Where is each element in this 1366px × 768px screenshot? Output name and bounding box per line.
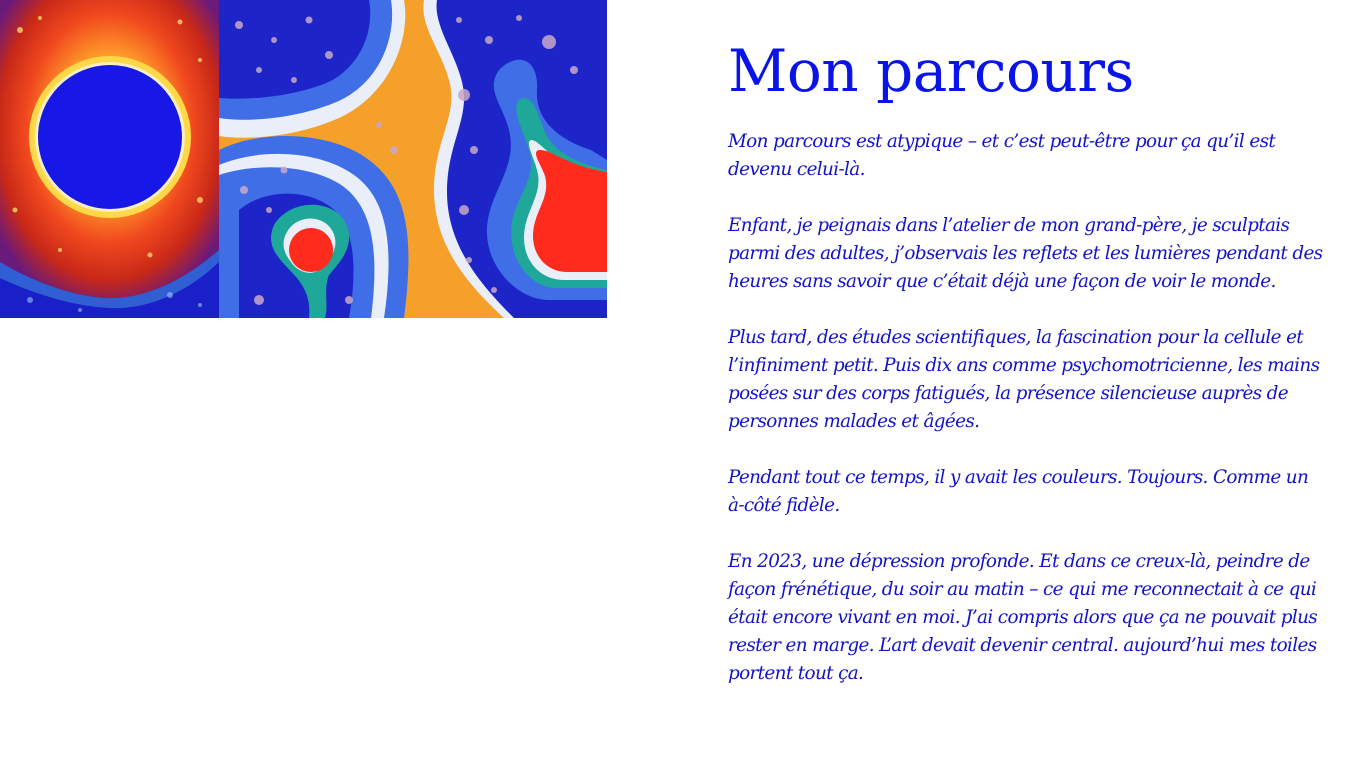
paragraph-studies: Plus tard, des études scientifiques, la fascination pour la cellule et l’infiniment petit. Puis dix ans comme psychomotricienne, les mains posées sur des corps fatigués, la présence silencieuse auprès de personnes malades et âgées. [728,327,1320,432]
painting-blue-cells [219,0,607,318]
paragraph-colors: Pendant tout ce temps, il y avait les couleurs. Toujours. Comme un à-côté fidèle. [728,467,1309,516]
paragraph-2023: En 2023, une dépression profonde. Et dans ce creux-là, peindre de façon frénétique, du soir au matin – ce qui me reconnectait à ce qui était encore vivant en moi. J’ai compris alors que ça ne pouvait plus rester en marge. L’art devait devenir central. aujourd’hui mes toiles portent tout ça. [728,551,1318,684]
painting-blue-sun [0,0,219,318]
parcours-section [728,36,1328,716]
paragraph-childhood: Enfant, je peignais dans l’atelier de mon grand-père, je sculptais parmi des adultes, j’observais les reflets et les lumières pendant des heures sans savoir que c’était déjà une façon de voir le monde. [728,215,1323,292]
painting-gallery [0,0,607,318]
paragraph-intro: Mon parcours est atypique – et c’est peut-être pour ça qu’il est devenu celui-là. [728,131,1276,180]
page-title: Mon parcours [728,37,1134,105]
